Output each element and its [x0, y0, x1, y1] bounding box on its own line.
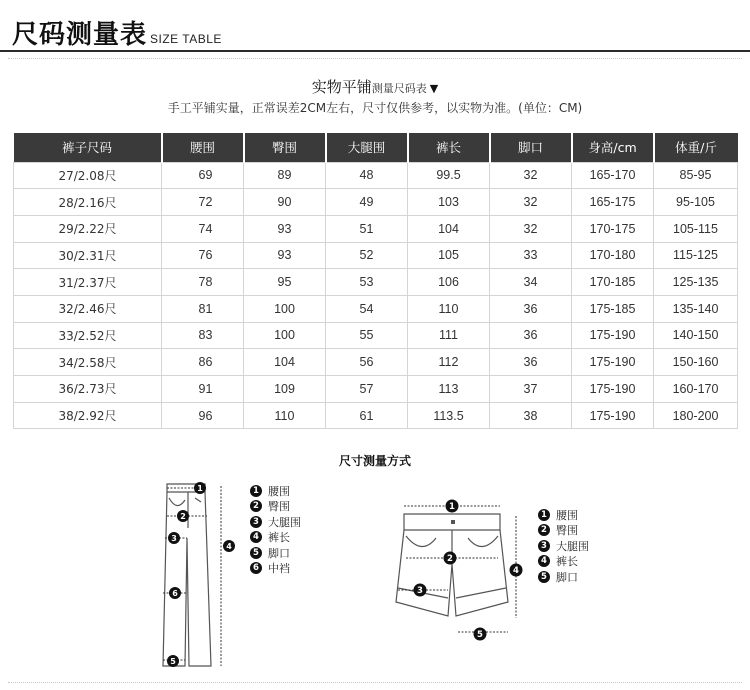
measure-cell: 61 [326, 402, 408, 429]
measure-cell: 32 [490, 162, 572, 189]
measure-cell: 48 [326, 162, 408, 189]
measure-cell: 105-115 [654, 215, 738, 242]
measure-cell: 95 [244, 269, 326, 296]
measure-cell: 81 [162, 295, 244, 322]
svg-text:5: 5 [170, 657, 176, 666]
measure-cell: 140-150 [654, 322, 738, 349]
size-cell: 27/2.08尺 [14, 162, 162, 189]
measure-cell: 175-190 [572, 322, 654, 349]
measure-cell: 113 [408, 376, 490, 403]
legend-item [538, 554, 589, 570]
triangle-down-icon: ▼ [429, 82, 439, 95]
measure-cell: 69 [162, 162, 244, 189]
legend-label: 臀围 [268, 500, 290, 514]
size-cell: 30/2.31尺 [14, 242, 162, 269]
number-badge-icon: 5 [250, 547, 262, 559]
legend-label: 脚口 [268, 546, 290, 560]
measure-cell: 109 [244, 376, 326, 403]
legend-item [250, 499, 301, 515]
legend-item [250, 561, 301, 577]
page-subtitle: SIZE TABLE [150, 32, 222, 46]
size-cell: 33/2.52尺 [14, 322, 162, 349]
legend-label: 大腿围 [268, 515, 301, 529]
legend-item [538, 523, 589, 539]
number-badge-icon: 1 [250, 485, 262, 497]
table-row [14, 402, 738, 429]
column-header: 腰围 [162, 133, 244, 162]
measure-cell: 34 [490, 269, 572, 296]
svg-text:1: 1 [449, 502, 455, 512]
size-cell: 36/2.73尺 [14, 376, 162, 403]
legend-label: 腰围 [268, 484, 290, 498]
table-row [14, 215, 738, 242]
measure-cell: 56 [326, 349, 408, 376]
svg-text:1: 1 [197, 484, 203, 493]
measure-cell: 38 [490, 402, 572, 429]
size-cell: 32/2.46尺 [14, 295, 162, 322]
measure-cell: 90 [244, 189, 326, 216]
number-badge-icon: 3 [250, 516, 262, 528]
measure-cell: 36 [490, 349, 572, 376]
measure-cell: 175-190 [572, 349, 654, 376]
legend-label: 裤长 [268, 531, 290, 545]
table-row [14, 189, 738, 216]
measure-cell: 135-140 [654, 295, 738, 322]
size-cell: 28/2.16尺 [14, 189, 162, 216]
number-badge-icon: 1 [538, 509, 550, 521]
howto-title: 尺寸测量方式 [338, 454, 411, 468]
measure-cell: 175-190 [572, 376, 654, 403]
measure-cell: 93 [244, 215, 326, 242]
number-badge-icon: 6 [250, 562, 262, 574]
column-header: 体重/斤 [654, 133, 738, 162]
measure-cell: 72 [162, 189, 244, 216]
measure-cell: 57 [326, 376, 408, 403]
legend-item [538, 569, 589, 585]
measure-cell: 104 [244, 349, 326, 376]
legend-item [250, 530, 301, 546]
measure-cell: 96 [162, 402, 244, 429]
section-title-sub: 测量尺码表 [371, 82, 427, 95]
measure-cell: 33 [490, 242, 572, 269]
measure-cell: 180-200 [654, 402, 738, 429]
dotted-divider-top [8, 58, 742, 59]
measure-cell: 165-175 [572, 189, 654, 216]
measure-cell: 170-180 [572, 242, 654, 269]
column-header: 裤子尺码 [14, 133, 162, 162]
measure-cell: 113.5 [408, 402, 490, 429]
measure-cell: 175-190 [572, 402, 654, 429]
measure-cell: 170-185 [572, 269, 654, 296]
svg-text:5: 5 [477, 630, 483, 640]
legend-item [538, 507, 589, 523]
measure-cell: 93 [244, 242, 326, 269]
measure-cell: 99.5 [408, 162, 490, 189]
column-header: 身高/cm [572, 133, 654, 162]
measure-cell: 86 [162, 349, 244, 376]
table-row [14, 349, 738, 376]
measure-cell: 100 [244, 322, 326, 349]
number-badge-icon: 3 [538, 540, 550, 552]
legend-label: 中裆 [268, 562, 290, 576]
table-row [14, 295, 738, 322]
svg-text:4: 4 [226, 542, 232, 551]
measure-cell: 76 [162, 242, 244, 269]
svg-text:2: 2 [447, 554, 453, 564]
measure-cell: 78 [162, 269, 244, 296]
table-row [14, 242, 738, 269]
legend-label: 裤长 [556, 555, 578, 569]
svg-text:2: 2 [180, 512, 186, 521]
measure-cell: 83 [162, 322, 244, 349]
number-badge-icon: 4 [538, 555, 550, 567]
legend-label: 脚口 [556, 570, 578, 584]
header-divider [0, 50, 750, 52]
page-header [0, 0, 750, 52]
legend-item [250, 514, 301, 530]
measure-cell: 91 [162, 376, 244, 403]
legend-label: 腰围 [556, 508, 578, 522]
measure-cell: 51 [326, 215, 408, 242]
measure-cell: 53 [326, 269, 408, 296]
measure-cell: 103 [408, 189, 490, 216]
measure-cell: 89 [244, 162, 326, 189]
number-badge-icon: 2 [538, 524, 550, 536]
measure-cell: 165-170 [572, 162, 654, 189]
measure-cell: 106 [408, 269, 490, 296]
measure-cell: 100 [244, 295, 326, 322]
svg-text:6: 6 [172, 589, 178, 598]
table-row [14, 322, 738, 349]
legend-label: 大腿围 [556, 539, 589, 553]
legend-label: 臀围 [556, 524, 578, 538]
svg-text:3: 3 [417, 586, 423, 596]
shorts-legend [538, 507, 589, 585]
table-header-row [14, 133, 738, 162]
legend-item [250, 545, 301, 561]
pants-diagram [155, 478, 245, 673]
number-badge-icon: 4 [250, 531, 262, 543]
svg-text:3: 3 [171, 534, 177, 543]
size-cell: 34/2.58尺 [14, 349, 162, 376]
measure-cell: 111 [408, 322, 490, 349]
section-title-main: 实物平铺 [311, 78, 372, 96]
measure-cell: 160-170 [654, 376, 738, 403]
measure-cell: 112 [408, 349, 490, 376]
measure-cell: 115-125 [654, 242, 738, 269]
measure-cell: 55 [326, 322, 408, 349]
measure-cell: 54 [326, 295, 408, 322]
section-title [0, 76, 750, 97]
shorts-diagram [392, 492, 532, 647]
measure-cell: 104 [408, 215, 490, 242]
column-header: 臀围 [244, 133, 326, 162]
column-header: 大腿围 [326, 133, 408, 162]
measure-cell: 95-105 [654, 189, 738, 216]
number-badge-icon: 2 [250, 500, 262, 512]
size-cell: 31/2.37尺 [14, 269, 162, 296]
table-body [14, 162, 738, 429]
measure-cell: 37 [490, 376, 572, 403]
measure-cell: 32 [490, 189, 572, 216]
dotted-divider-bottom [8, 682, 742, 683]
measure-cell: 49 [326, 189, 408, 216]
size-cell: 38/2.92尺 [14, 402, 162, 429]
table-row [14, 376, 738, 403]
legend-item [250, 483, 301, 499]
measure-cell: 110 [244, 402, 326, 429]
measure-cell: 85-95 [654, 162, 738, 189]
size-table [13, 133, 738, 429]
page-title: 尺码测量表 [12, 20, 148, 50]
measure-cell: 110 [408, 295, 490, 322]
measure-cell: 125-135 [654, 269, 738, 296]
column-header: 脚口 [490, 133, 572, 162]
measure-cell: 36 [490, 322, 572, 349]
measure-cell: 74 [162, 215, 244, 242]
measure-cell: 32 [490, 215, 572, 242]
legend-item [538, 538, 589, 554]
pants-legend [250, 483, 301, 576]
measurement-note: 手工平铺实量，正常误差2CM左右，尺寸仅供参考，以实物为准。(单位：CM) [167, 101, 583, 115]
svg-text:4: 4 [513, 566, 519, 576]
column-header: 裤长 [408, 133, 490, 162]
number-badge-icon: 5 [538, 571, 550, 583]
measure-cell: 150-160 [654, 349, 738, 376]
measure-cell: 36 [490, 295, 572, 322]
table-row [14, 269, 738, 296]
measure-cell: 175-185 [572, 295, 654, 322]
measure-cell: 105 [408, 242, 490, 269]
size-cell: 29/2.22尺 [14, 215, 162, 242]
measure-cell: 52 [326, 242, 408, 269]
table-row [14, 162, 738, 189]
measure-cell: 170-175 [572, 215, 654, 242]
